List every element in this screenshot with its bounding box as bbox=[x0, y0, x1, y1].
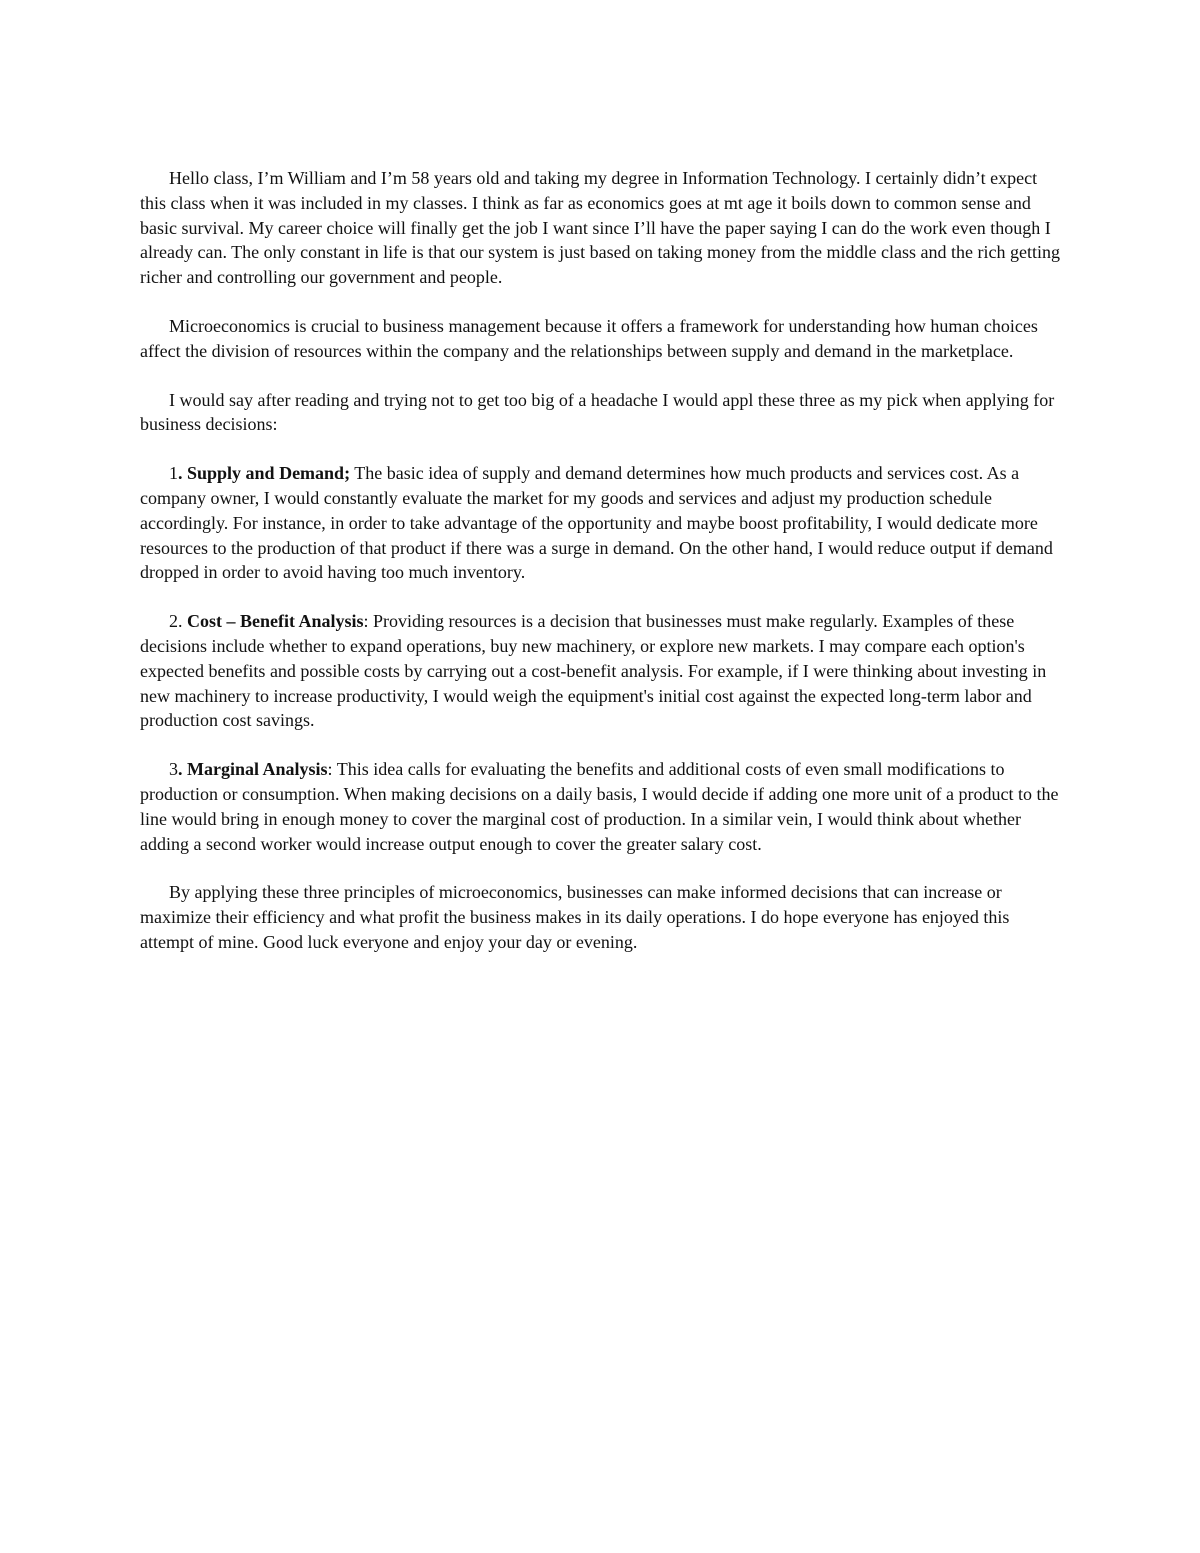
principle-cost-benefit bbox=[140, 609, 1065, 733]
document-page bbox=[140, 166, 1065, 979]
principle-number-suffix: . bbox=[178, 759, 183, 780]
principle-text: : This idea calls for evaluating the benefits and additional costs of even small modifications to production or consumption. When making decisions on a daily basis, I would decide if adding one more unit of a product to the line would bring in enough money to cover the marginal cost of production. In a similar vein, I would think about whether adding a second worker would increase output enough to cover the greater salary cost. bbox=[140, 759, 1059, 854]
principle-heading: Supply and Demand; bbox=[182, 463, 351, 484]
principle-supply-demand bbox=[140, 461, 1065, 585]
microeconomics-paragraph: Microeconomics is crucial to business management because it offers a framework for understanding how human choices affect the division of resources within the company and the relationships between supply and demand in the marketplace. bbox=[140, 315, 1038, 361]
principle-text: The basic idea of supply and demand determines how much products and services cost. As a company owner, I would constantly evaluate the market for my goods and services and adjust my production schedule accordingly. For instance, in order to take advantage of the opportunity and maybe boost profitability, I would dedicate more resources to the production of that product if there was a surge in demand. On the other hand, I would reduce output if demand dropped in order to avoid having too much inventory. bbox=[140, 463, 1053, 583]
principle-marginal-analysis bbox=[140, 757, 1065, 856]
intro-paragraph: Hello class, I’m William and I’m 58 years old and taking my degree in Information Technology. I certainly didn’t expect this class when it was included in my classes. I think as far as economics goes at mt age it boils down to common sense and basic survival. My career choice will finally get the job I want since I’ll have the paper saying I can do the work even though I already can. The only constant in life is that our system is just based on taking money from the middle class and the rich getting richer and controlling our government and people. bbox=[140, 168, 1060, 288]
principle-text: : Providing resources is a decision that businesses must make regularly. Examples of these decisions include whether to expand operations, buy new machinery, or explore new markets. I may compare each option's expected benefits and possible costs by carrying out a cost-benefit analysis. For example, if I were thinking about investing in new machinery to increase productivity, I would weigh the equipment's initial cost against the expected long-term labor and production cost savings. bbox=[140, 611, 1047, 731]
principle-number: 3 bbox=[169, 759, 178, 780]
conclusion-paragraph: By applying these three principles of microeconomics, businesses can make informed decisions that can increase or maximize their efficiency and what profit the business makes in its daily operations. I do hope everyone has enjoyed this attempt of mine. Good luck everyone and enjoy your day or evening. bbox=[140, 882, 1010, 952]
principle-number-suffix: . bbox=[178, 463, 183, 484]
principle-number: 2. bbox=[169, 611, 183, 632]
principle-heading: Marginal Analysis bbox=[182, 759, 328, 780]
principle-number: 1 bbox=[169, 463, 178, 484]
principles-intro-paragraph: I would say after reading and trying not to get too big of a headache I would appl these three as my pick when applying for business decisions: bbox=[140, 389, 1055, 435]
principle-heading: Cost – Benefit Analysis bbox=[182, 611, 364, 632]
